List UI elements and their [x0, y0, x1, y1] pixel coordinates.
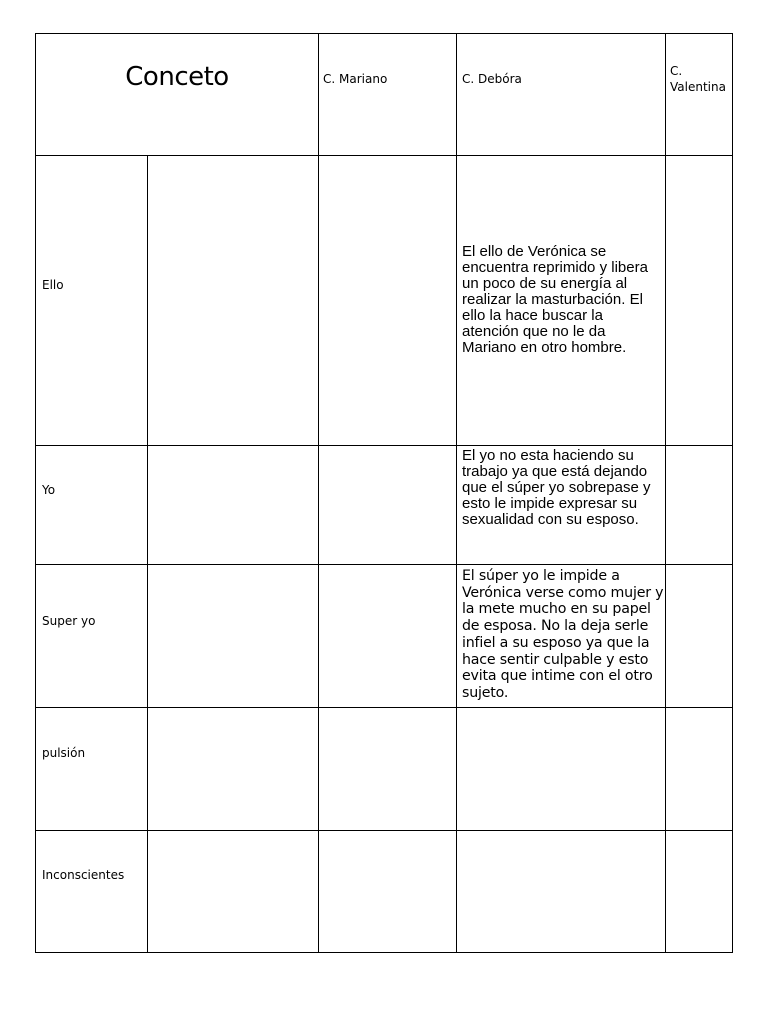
row-divider — [36, 564, 733, 565]
row-label-yo: Yo — [42, 483, 56, 497]
row-divider — [36, 445, 733, 446]
column-header-valentina: C. Valentina — [670, 64, 726, 94]
column-divider — [147, 155, 148, 953]
cell-debora-yo: El yo no esta haciendo su trabajo ya que está dejando que el súper yo sobrepase y esto le impide expresar su sexualidad con su esposo. — [462, 447, 651, 528]
row-label-ello: Ello — [42, 278, 64, 292]
row-divider — [36, 155, 733, 156]
row-label-pulsion: pulsión — [42, 746, 86, 760]
cell-debora-super-yo: El súper yo le impide a Verónica verse como mujer y la mete mucho en su papel de esposa. No la deja serle infiel a su esposo ya que la hace sentir culpable y esto evita que intime con el otro sujeto. — [462, 568, 664, 701]
cell-debora-ello: El ello de Verónica se encuentra reprimido y libera un poco de su energía al realizar la masturbación. El ello la hace buscar la atención que no le da Mariano en otro hombre. — [462, 243, 648, 356]
column-divider — [456, 33, 457, 953]
column-header-mariano: C. Mariano — [323, 72, 388, 86]
table-border-left — [35, 33, 36, 953]
column-divider — [318, 33, 319, 953]
row-label-super-yo: Super yo — [42, 614, 96, 628]
column-header-debora: C. Debóra — [462, 72, 522, 86]
table-title: Conceto — [125, 62, 229, 92]
row-divider — [36, 830, 733, 831]
column-divider — [665, 33, 666, 953]
table-border-right — [732, 33, 733, 953]
row-label-inconscientes: Inconscientes — [42, 868, 125, 882]
table-border-top — [36, 33, 733, 34]
row-divider — [36, 707, 733, 708]
table-border-bottom — [36, 952, 733, 953]
